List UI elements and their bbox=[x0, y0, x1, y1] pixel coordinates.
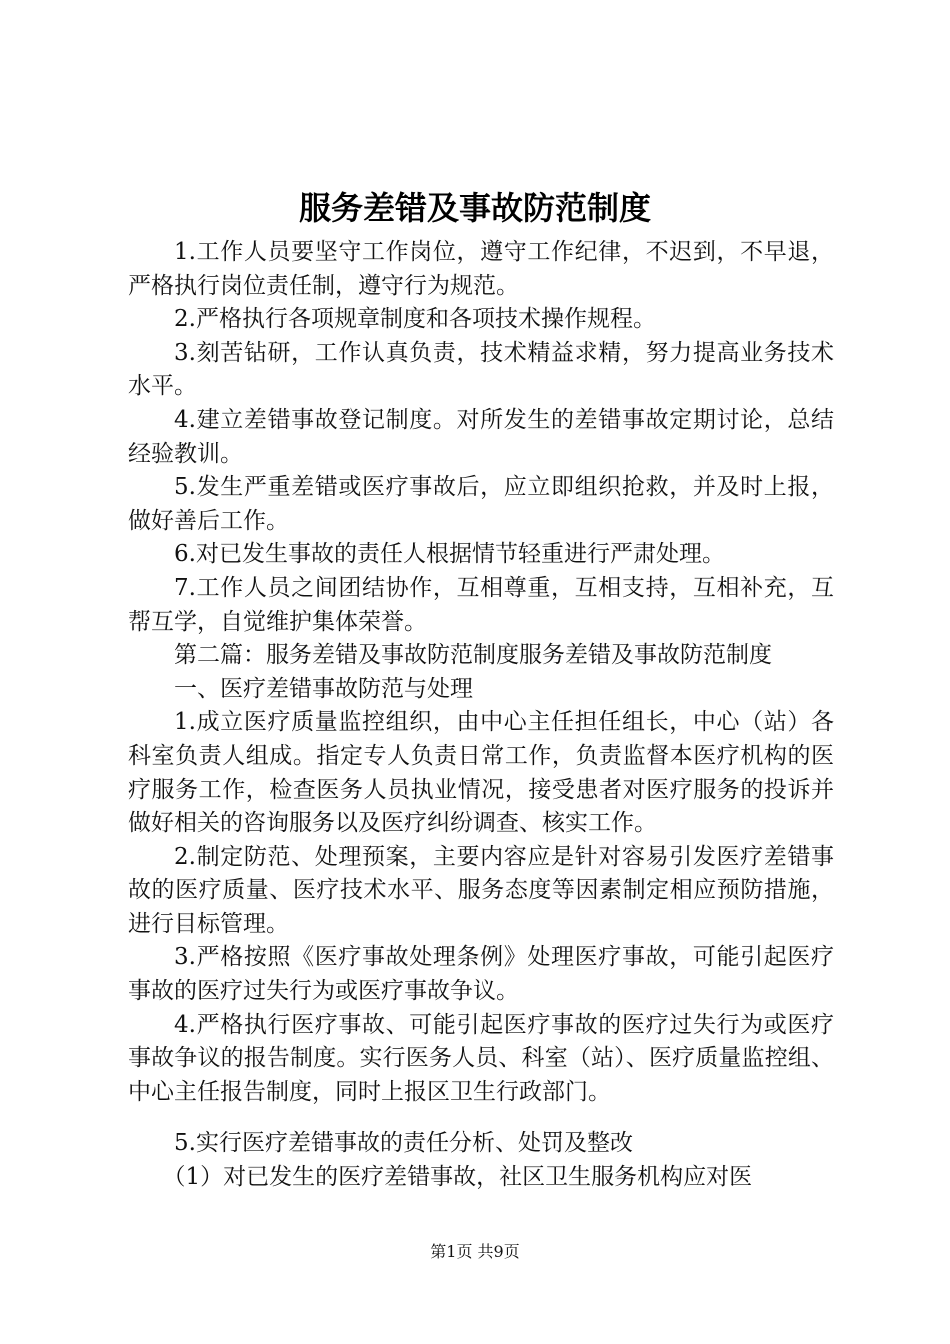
paragraph-medical-5-1: （1）对已发生的医疗差错事故，社区卫生服务机构应对医 bbox=[162, 1164, 753, 1191]
paragraph-2: 2.严格执行各项规章制度和各项技术操作规程。 bbox=[174, 306, 656, 333]
paragraph-6: 6.对已发生事故的责任人根据情节轻重进行严肃处理。 bbox=[174, 541, 725, 568]
paragraph-7: 7.工作人员之间团结协作，互相尊重，互相支持，互相补充，互帮互学，自觉维护集体荣誉。 bbox=[128, 574, 834, 635]
paragraph-medical-4: 4.严格执行医疗事故、可能引起医疗事故的医疗过失行为或医疗事故争议的报告制度。实行医务人员、科室（站）、医疗质量监控组、中心主任报告制度，同时上报区卫生行政部门。 bbox=[128, 1011, 834, 1105]
page-footer: 第1页 共9页 bbox=[430, 1242, 520, 1261]
document-body bbox=[128, 236, 834, 1195]
paragraph-1: 1.工作人员要坚守工作岗位，遵守工作纪律，不迟到，不早退，严格执行岗位责任制，遵守行为规范。 bbox=[128, 239, 834, 299]
paragraph-medical-3: 3.严格按照《医疗事故处理条例》处理医疗事故，可能引起医疗事故的医疗过失行为或医疗事故争议。 bbox=[128, 944, 834, 1005]
paragraph-medical-5: 5.实行医疗差错事故的责任分析、处罚及整改 bbox=[174, 1130, 633, 1157]
document-title: 服务差错及事故防范制度 bbox=[298, 189, 651, 227]
paragraph-3: 3.刻苦钻研，工作认真负责，技术精益求精，努力提高业务技术水平。 bbox=[128, 339, 834, 400]
paragraph-4: 4.建立差错事故登记制度。对所发生的差错事故定期讨论，总结经验教训。 bbox=[128, 406, 834, 467]
section-heading-part-two: 第二篇：服务差错及事故防范制度服务差错及事故防范制度 bbox=[174, 642, 772, 669]
section-heading-medical-errors: 一、医疗差错事故防范与处理 bbox=[174, 675, 473, 702]
paragraph-medical-2: 2.制定防范、处理预案，主要内容应是针对容易引发医疗差错事故的医疗质量、医疗技术水平、服务态度等因素制定相应预防措施，进行目标管理。 bbox=[128, 843, 834, 937]
paragraph-medical-1: 1.成立医疗质量监控组织，由中心主任担任组长，中心（站）各科室负责人组成。指定专人负责日常工作，负责监督本医疗机构的医疗服务工作，检查医务人员执业情况，接受患者对医疗服务的投诉并做好相关的咨询服务以及医疗纠纷调查、核实工作。 bbox=[128, 709, 834, 837]
paragraph-5: 5.发生严重差错或医疗事故后，应立即组织抢救，并及时上报，做好善后工作。 bbox=[128, 474, 834, 534]
